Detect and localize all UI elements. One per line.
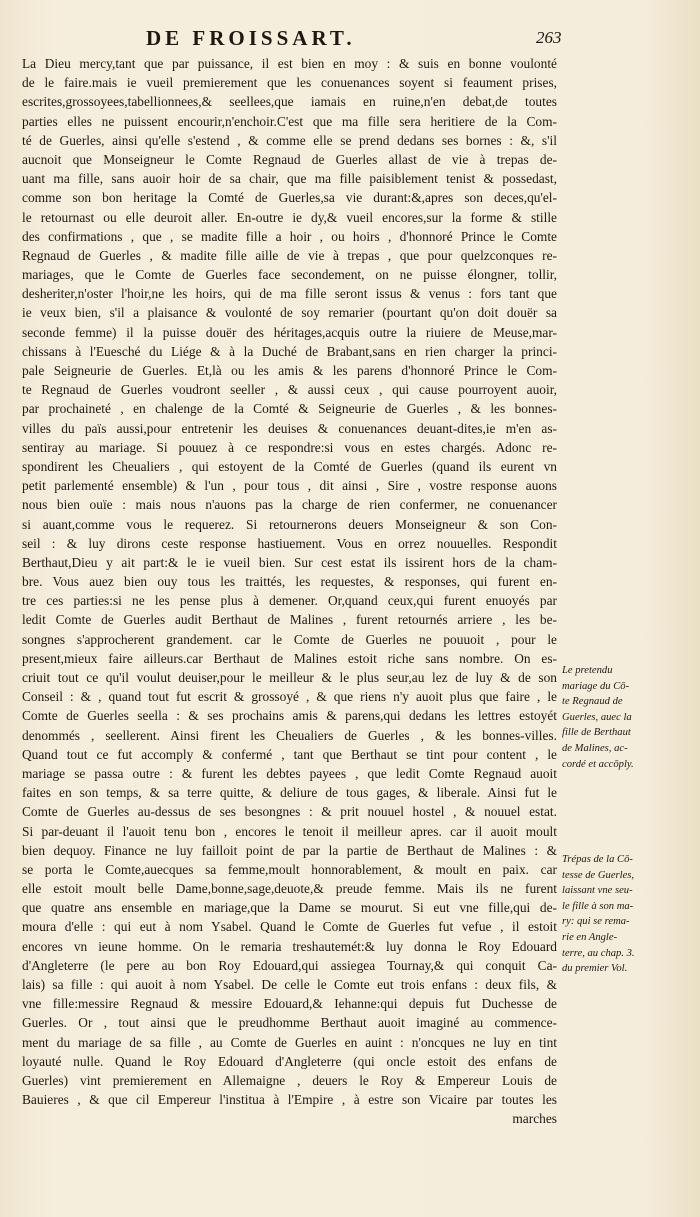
text-line: nous bien ouïe : mais nous n'auons pas la charge de rien confermer, ne conuenancer — [22, 497, 557, 513]
text-line: que quatre ans ensemble en mariage,que la Dame se mourut. Si eut vne fille,qui de- — [22, 900, 557, 916]
margin-note-line: fille de Berthaut — [562, 727, 631, 739]
text-line: loyauté nulle. Quand le Roy Edouard d'Angleterre (qui oncle estoit des enfans de — [22, 1053, 557, 1069]
text-line: tre ces parties:si ne les pense plus à demener. Or,quand ceux,qui furent enuoyés par — [22, 593, 557, 609]
text-line: criuit tout ce qu'il voulut deuiser,pour le meilleur & le plus seur,au lez de luy & de son — [22, 670, 557, 685]
text-line: ie veux bien, s'il a plaisance & voulonté de soy remarier (pourtant qu'on doit douër sa — [22, 305, 557, 321]
text-line: marches — [512, 1111, 557, 1127]
text-line: aucnoit que Monseigneur le Comte Regnaud de Guerles allast de vie à trepas de- — [22, 151, 557, 167]
margin-note-line: ry: qui se rema- — [562, 916, 630, 928]
text-line: seconde femme) il la puisse douër des héritages,acquis outre la riuiere de Meuse,mar- — [22, 324, 557, 340]
text-line: songnes s'approcherent grandement. car le Comte de Guerles ne pouuoit , pour le — [22, 631, 557, 647]
text-line: vne fille:messire Regnaud & messire Edouard,& Iehanne:qui depuis fut Duchesse de — [22, 996, 557, 1012]
text-line: Comte de Guerles au-dessus de ses besongnes : & prit nouuel hostel , & nouuel estat. — [22, 804, 557, 820]
text-line: desheriter,n'oster l'hoir,ne les hoirs, qui de ma fille seront issus & venus : fors tant que — [22, 286, 557, 302]
text-line: se porta le Comte,auecques sa femme,moult honnorablement, & moult en paix. car — [22, 861, 557, 877]
text-line: Bauieres , & que cil Empereur l'institua à l'Empire , à estre son Vicaire par toutes les — [22, 1092, 557, 1108]
running-head: DE FROISSART. — [146, 26, 356, 50]
text-line: Si par-deuant il l'auoit tenu bon , encores le tenoit il meilleur apres. car il auoit moult — [22, 823, 557, 839]
margin-note-line: Le pretendu — [562, 665, 613, 676]
text-line: ledit Comte de Guerles audit Berthaut de Malines , furent retournés arriere , les be- — [22, 612, 557, 628]
text-line: le retournast ou elle deuroit aller. En-outre ie dy,& vueil encores,sur la forme & stille — [22, 209, 557, 225]
margin-note-line: terre, au chap. 3. — [562, 947, 635, 959]
text-line: lais) sa fille : qui auoit à nom Ysabel. De celle le Comte eut trois enfans : deux fils, & — [22, 977, 557, 992]
margin-note-line: Trépas de la Cō- — [562, 854, 633, 865]
text-line: mariage se passa outre : & furent les debtes payees , que ledit Comte Regnaud auoit — [22, 765, 557, 781]
text-line: Regnaud de Guerles , & madite fille aille de vie à trepas , que pour quelzconques re- — [22, 247, 557, 263]
margin-note-line: te Regnaud de — [562, 696, 623, 708]
text-line: bien dequoy. Finance ne luy failloit point de par la partie de Berthaut de Malines : & — [22, 842, 557, 858]
body-text — [22, 54, 557, 1129]
text-line: present,mieux faire ailleurs.car Berthaut de Malines estoit riche sans nombre. On es- — [22, 650, 557, 666]
text-line: denommés , seellerent. Ainsi firent les Cheualiers de Guerles , & les bonnes-villes. — [22, 727, 557, 743]
margin-note-line: laissant vne seu- — [562, 885, 633, 897]
margin-note-line: Guerles, auec la — [562, 711, 632, 723]
text-line: bre. Vous auez bien ouy tous les traittés, les requestes, & responses, qui furent en- — [22, 574, 557, 590]
text-line: Guerles. Or , tout ainsi que le preudhomme Berthaut auoit imaginé au commence- — [22, 1015, 557, 1031]
text-line: si auant,comme vous le requerez. Si retournerons deuers Monseigneur & son Con- — [22, 516, 557, 532]
text-line: te Regnaud de Guerles voudront seeller , & aussi ceux , qui cause pourroyent auoir, — [22, 382, 557, 398]
text-line: par prochaineté , en chalenge de la Comté & Seigneurie de Guerles , & les bonnes- — [22, 401, 557, 417]
text-line: de le faire.mais ie vueil premierement que les conuenances soyent si feaument prises, — [22, 75, 557, 91]
text-line: Conseil : & , quand tout fut escrit & grossoyé , & que riens n'y auoit plus que faire , le — [22, 689, 557, 705]
margin-note-line: mariage du Cō- — [562, 680, 630, 692]
margin-note-pretended-marriage — [562, 663, 694, 772]
page-header — [0, 26, 700, 54]
text-line: seil : & luy dirons ceste response hastiuement. Vous en orrez nouuelles. Respondit — [22, 535, 557, 551]
text-line: encores vn ieune homme. On le remaria treshautemét:& luy donna le Roy Edouard — [22, 938, 557, 954]
text-line: sentiray au mariage. Si pouuez à ce respondre:si vous en estes chargés. Adonc re- — [22, 439, 557, 455]
text-line: Berthaut,Dieu y ait part:& le ie vueil bien. Sur cest estat ils issirent hors de la cham- — [22, 554, 557, 570]
text-line: La Dieu mercy,tant que par puissance, il est bien en moy : & suis en bonne voulonté — [22, 56, 557, 71]
text-line: elle estoit moult belle Dame,bonne,sage,deuote,& preude femme. Mais ils ne furent — [22, 881, 557, 897]
text-line: Guerles) vint premierement en Allemaigne , deuers le Roy & Empereur Louis de — [22, 1072, 557, 1088]
text-line: faites en son temps, & sa terre quitte, & deliure de tous gages, & liberale. Ainsi fut le — [22, 785, 557, 801]
margin-note-line: de Malines, ac- — [562, 742, 628, 754]
text-line: chissans à l'Euesché du Liége & à la Duché de Brabant,sans en rien charger la princi- — [22, 343, 557, 359]
text-line: Quand tout ce fut accomply & confermé , tant que Berthaut se tint pour content , le — [22, 746, 557, 762]
text-line: petit parlementé ensemble) & l'un , pour tous , dit ainsi , Sire , vostre response auons — [22, 478, 557, 494]
text-line: ment du mariage de sa fille , au Comte de Guerles en auint : n'oncques ne luy en tint — [22, 1034, 557, 1050]
margin-note-line: cordé et accōply. — [562, 758, 634, 770]
text-line: comme son bon heritage la Comté de Guerles,sa vie durant:&,apres son deces,qu'el- — [22, 190, 557, 206]
margin-note-line: le fille à son ma- — [562, 900, 634, 912]
margin-note-line: tesse de Guerles, — [562, 869, 635, 881]
margin-note-line: du premier Vol. — [562, 963, 628, 975]
page-number: 263 — [536, 28, 562, 47]
text-line: pale Seigneurie de Guerles. Et,là ou les amis & les parens d'honnoré Prince le Com- — [22, 363, 557, 378]
text-line: spondirent les Cheualiers , qui estoyent de la Comté de Guerles (quand ils eurent vn — [22, 458, 557, 474]
text-line: moura d'elle : qui eut à nom Ysabel. Quand le Comte de Guerles fut vefue , il estoit — [22, 919, 557, 935]
text-line: des confirmations , que , se madite fille a hoir , ou hoirs , d'honnoré Prince le Comte — [22, 228, 557, 244]
text-line: villes du païs aussi,pour entretenir les deuises & conuenances deuant-dites,ie m'en as- — [22, 420, 557, 436]
text-line: mariages, que le Comte de Guerles face secondement, on ne puisse élongner, tollir, — [22, 267, 557, 283]
margin-note-line: rie en Angle- — [562, 931, 618, 943]
text-line: escrites,grossoyees,tabellionnees,& seellees,que iamais en ruine,n'en debat,de toutes — [22, 94, 557, 110]
text-line: d'Angleterre (le pere au bon Roy Edouard,qui assiegea Tournay,& qui conquit Ca- — [22, 957, 557, 973]
text-line: parties elles ne puissent encourir,n'enchoir.C'est que ma fille sera heritiere de la Com- — [22, 113, 557, 129]
text-line: té de Guerles, ainsi qu'elle s'estend , & comme elle se prend dedans ses bornes : &, s'il — [22, 132, 557, 148]
text-line: Comte de Guerles seella : & ses prochains amis & parens,qui dedans les lettres estoyét — [22, 708, 557, 724]
text-line: uant ma fille, sans auoir hoir de sa chair, que ma fille paisiblement tenist & possedast, — [22, 171, 557, 187]
margin-note-countess-death — [562, 852, 694, 977]
